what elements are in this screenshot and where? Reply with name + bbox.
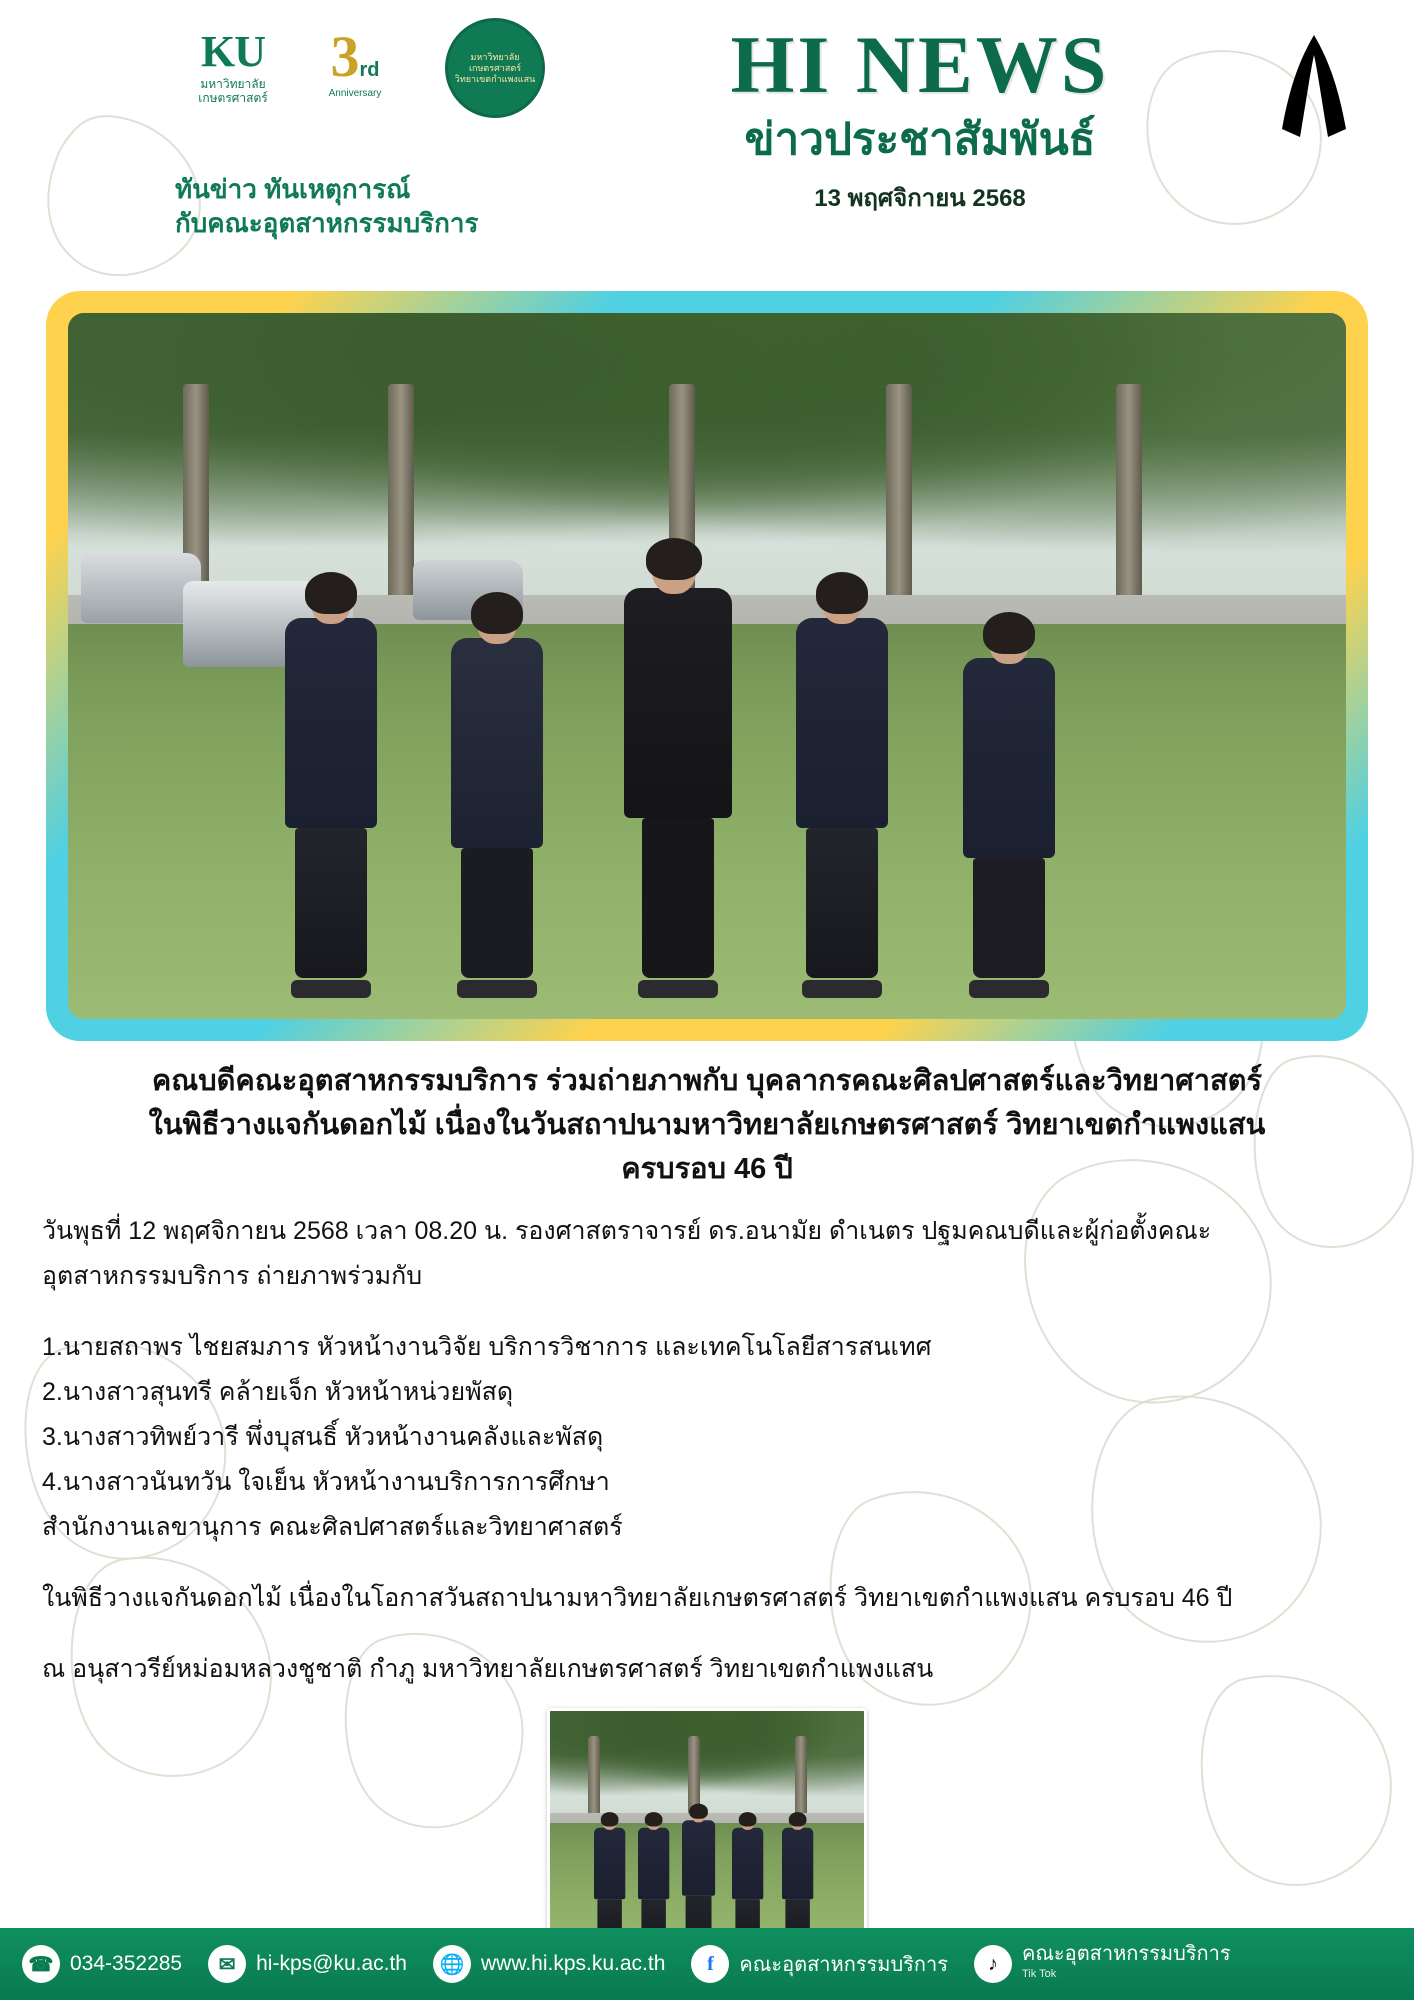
page-header [0, 0, 1414, 285]
photo-person [451, 598, 543, 998]
photo-tree-canopy [68, 313, 1346, 581]
footer-tiktok[interactable] [974, 1944, 1231, 1984]
photo-person [285, 578, 377, 998]
footer-email[interactable] [208, 1945, 407, 1983]
headline-line-2: ในพิธีวางแจกันดอกไม้ เนื่องในวันสถาปนามหาวิทยาลัยเกษตรศาสตร์ วิทยาเขตกำแพงแสน [148, 1109, 1266, 1141]
anniversary-number: 3 [330, 24, 360, 89]
headline-line-1: คณบดีคณะอุตสาหกรรมบริการ ร่วมถ่ายภาพกับ บุคลากรคณะศิลปศาสตร์และวิทยาศาสตร์ [151, 1065, 1263, 1097]
tiktok-icon: ♪ [974, 1945, 1012, 1983]
university-seal-text: มหาวิทยาลัยเกษตรศาสตร์ วิทยาเขตกำแพงแสน [445, 18, 545, 118]
publish-date: 13 พฤศจิกายน 2568 [814, 185, 1026, 212]
anniversary-ordinal: rd [359, 59, 380, 81]
masthead-title: HI NEWS [730, 19, 1110, 110]
globe-icon: 🌐 [433, 1945, 471, 1983]
envelope-icon: ✉ [208, 1945, 246, 1983]
footer-facebook-text: คณะอุตสาหกรรมบริการ [739, 1954, 948, 1976]
tagline-line-2: กับคณะอุตสาหกรรมบริการ [175, 208, 479, 238]
list-item: 2.นางสาวสุนทรี คล้ายเจ็ก หัวหน้าหน่วยพัสดุ [42, 1378, 514, 1406]
tagline-line-1: ทันข่าว ทันเหตุการณ์ [175, 174, 411, 204]
article-content [0, 1041, 1414, 1692]
black-ribbon-icon [1274, 25, 1354, 145]
masthead-subtitle: ข่าวประชาสัมพันธ์ [744, 115, 1096, 164]
list-item: 4.นางสาวนันทวัน ใจเย็น หัวหน้างานบริการการศึกษา [42, 1468, 610, 1496]
list-item: 1.นายสถาพร ไชยสมภาร หัวหน้างานวิจัย บริการวิชาการ และเทคโนโลยีสารสนเทศ [42, 1333, 932, 1361]
facebook-icon: f [691, 1945, 729, 1983]
footer-website[interactable] [433, 1945, 665, 1983]
university-seal-logo [430, 18, 560, 136]
hero-photo-container [46, 291, 1368, 1041]
footer-email-text: hi-kps@ku.ac.th [256, 1952, 407, 1975]
phone-icon: ☎ [22, 1945, 60, 1983]
article-body [42, 1209, 1372, 1692]
intro-line-2: อุตสาหกรรมบริการ ถ่ายภาพร่วมกับ [42, 1262, 423, 1290]
ku-logo-subtitle: มหาวิทยาลัยเกษตรศาสตร์ [198, 77, 268, 105]
hero-photo-frame [46, 291, 1368, 1041]
ku-logo-text: KU [201, 27, 265, 76]
article-headline [42, 1059, 1372, 1191]
footer-tiktok-caption: Tik Tok [1022, 1968, 1057, 1980]
photo-person [796, 578, 888, 998]
footer-phone-text: 034-352285 [70, 1952, 183, 1975]
masthead [600, 19, 1240, 217]
occasion-text: ในพิธีวางแจกันดอกไม้ เนื่องในโอกาสวันสถาปนามหาวิทยาลัยเกษตรศาสตร์ วิทยาเขตกำแพงแสน ครบรอบ 46 ปี [42, 1584, 1233, 1612]
intro-line-1: วันพุธที่ 12 พฤศจิกายน 2568 เวลา 08.20 น. รองศาสตราจารย์ ดร.อนามัย ดำเนตร ปฐมคณบดีและผู้ก่อตั้งคณะ [42, 1217, 1212, 1245]
page-footer [0, 1928, 1414, 2000]
footer-facebook[interactable] [691, 1945, 948, 1983]
list-item: สำนักงานเลขานุการ คณะศิลปศาสตร์และวิทยาศาสตร์ [42, 1513, 623, 1541]
ku-logo [178, 27, 288, 130]
anniversary-logo [300, 24, 410, 133]
photo-person-dean [624, 544, 732, 998]
footer-tiktok-text: คณะอุตสาหกรรมบริการ [1022, 1943, 1231, 1965]
anniversary-subtitle: Anniversary [328, 88, 382, 99]
tagline [175, 172, 595, 240]
hero-photo [68, 313, 1346, 1019]
footer-phone[interactable] [22, 1945, 182, 1983]
photo-person [963, 618, 1055, 998]
headline-line-3: ครบรอบ 46 ปี [621, 1153, 793, 1185]
venue-text: ณ อนุสาวรีย์หม่อมหลวงชูชาติ กำภู มหาวิทยาลัยเกษตรศาสตร์ วิทยาเขตกำแพงแสน [42, 1655, 934, 1683]
footer-website-text: www.hi.kps.ku.ac.th [481, 1952, 666, 1975]
list-item: 3.นางสาวทิพย์วารี พึ่งบุสนธิ์ หัวหน้างานคลังและพัสดุ [42, 1423, 604, 1451]
